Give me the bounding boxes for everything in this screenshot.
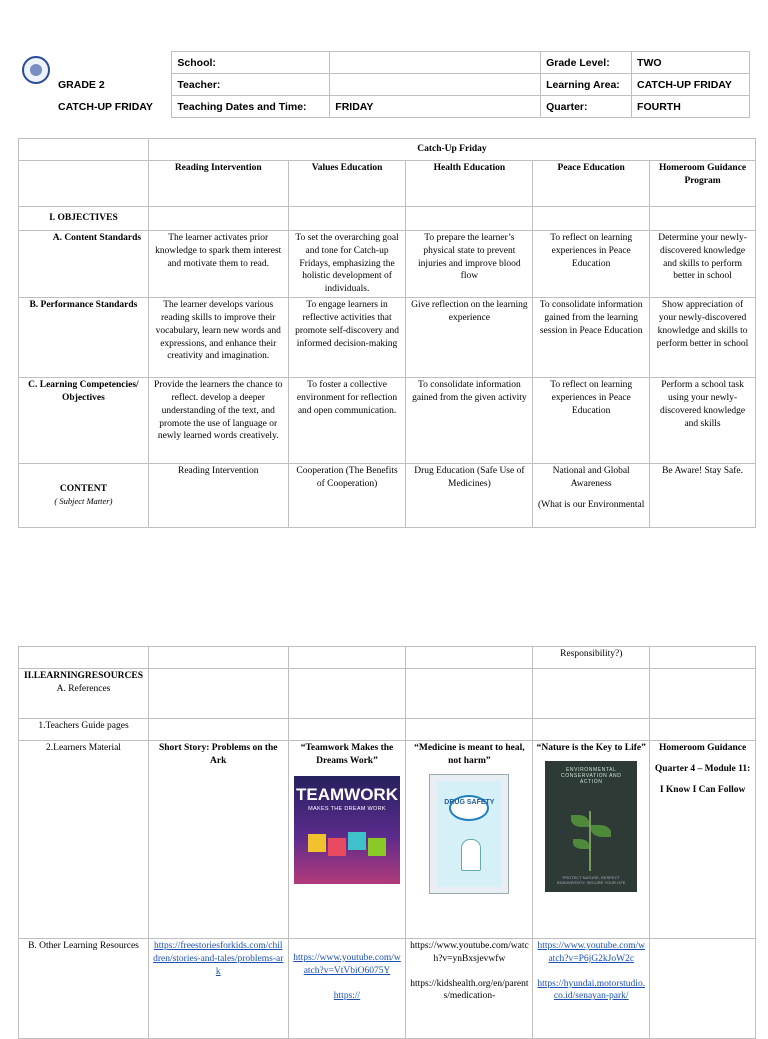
lc-values: To foster a collective environment for reflection and open communication. [288,378,406,464]
leaf-icon [591,825,611,837]
drug-safety-image [429,774,509,894]
lm-peace-cell [533,741,650,939]
content-peace-extra: (What is our Environmental [538,499,645,510]
ps-homeroom: Show appreciation of your newly-discovered knowledge and skills to perform better in school [650,298,756,378]
homeroom-title: I Know I Can Follow [659,784,746,795]
competencies-label: C. Learning Competencies/ Objectives [19,378,149,464]
grade-level-label: Grade Level: [541,52,632,74]
content-peace-cell [533,464,650,528]
school-value [330,52,541,74]
quarter-label: Quarter: [541,96,632,118]
ps-values: To engage learners in reflective activities that promote self-discovery and informed decision-making [288,298,406,378]
references-label: A. References [56,683,111,694]
content-peace: National and Global Awareness [552,466,630,489]
link-reading[interactable]: https://freestoriesforkids.com/children/stories-and-tales/problems-ark [153,941,284,977]
col-homeroom: Homeroom Guidance Program [650,161,756,207]
learners-material-label: 2.Learners Material [19,741,149,939]
teamwork-image [294,776,400,884]
lm-peace: “Nature is the Key to Life” [536,743,646,753]
content-label-cell [19,464,149,528]
link-values[interactable]: https://www.youtube.com/watch?v=VtVbiO6075Y [293,953,401,976]
content-values: Cooperation (The Benefits of Cooperation) [288,464,406,528]
content-homeroom: Be Aware! Stay Safe. [650,464,756,528]
cs-homeroom: Determine your newly-discovered knowledge and skills to perform better in school [650,231,756,298]
learning-area-value: CATCH-UP FRIDAY [632,74,750,96]
cs-values: To set the overarching goal and tone for Catch-up Fridays, emphasizing the holistic development of individuals. [288,231,406,298]
content-reading: Reading Intervention [148,464,288,528]
puzzle-icon [308,834,326,852]
lm-health: “Medicine is meant to heal, not harm” [414,743,525,766]
teamwork-image-sub: MAKES THE DREAM WORK [308,805,386,812]
link-health[interactable]: https://www.youtube.com/watch?v=ynBxsjevwfw [410,941,529,964]
dates-value: FRIDAY [330,96,541,118]
resources-label: II.LEARNINGRESOURCES [23,671,143,681]
grade-level-value: TWO [632,52,750,74]
content-health: Drug Education (Safe Use of Medicines) [406,464,533,528]
lc-peace: To reflect on learning experiences in Peace Education [533,378,650,464]
lc-homeroom: Perform a school task using your newly-discovered knowledge and skills [650,378,756,464]
performance-standards-label: B. Performance Standards [19,298,149,378]
grade-title: GRADE 2 [58,78,105,91]
lm-reading: Short Story: Problems on the Ark [148,741,288,939]
content-sublabel: ( Subject Matter) [54,496,113,507]
dates-label: Teaching Dates and Time: [172,96,330,118]
link-peace[interactable]: https://www.youtube.com/watch?v=P6jG2kJoW2c [537,941,646,964]
puzzle-icon [328,838,346,856]
link-values-2[interactable]: https:// [333,990,361,1001]
col-reading: Reading Intervention [148,161,288,207]
col-peace: Peace Education [533,161,650,207]
col-health: Health Education [406,161,533,207]
leaf-icon [571,815,589,827]
content-standards-label: A. Content Standards [19,231,149,298]
doctor-icon [461,839,481,871]
drug-image-title: DRUG SAFETY [444,798,495,806]
lm-health-cell [406,741,533,939]
school-label: School: [172,52,330,74]
teacher-label: Teacher: [172,74,330,96]
catchup-span-header: Catch-Up Friday [148,139,755,161]
lc-health: To consolidate information gained from the given activity [406,378,533,464]
lm-homeroom: Homeroom Guidance [659,743,747,753]
puzzle-icon [348,832,366,850]
lesson-plan-table-2 [18,646,756,1039]
puzzle-icon [368,838,386,856]
peace-continued: Responsibility?) [533,647,650,669]
teamwork-image-title: TEAMWORK [296,784,398,804]
cs-peace: To reflect on learning experiences in Peace Education [533,231,650,298]
lm-values: “Teamwork Makes the Dreams Work” [300,743,394,766]
cs-health: To prepare the learner’s physical state to prevent injuries and improve blood flow [406,231,533,298]
link-health-2[interactable]: https://kidshealth.org/en/parents/medication- [410,978,529,1002]
nature-image [545,761,637,892]
homeroom-module: Quarter 4 – Module 11: [654,763,751,774]
quarter-value: FOURTH [632,96,750,118]
lm-homeroom-cell [650,741,756,939]
link-peace-2[interactable]: https://hyundai.motorstudio.co.id/senayan-park/ [537,978,646,1002]
lesson-plan-table-1 [18,138,756,528]
col-values: Values Education [288,161,406,207]
ps-reading: The learner develops various reading skills to improve their vocabulary, learn new words and expressions, and enhance their creativity and imagination. [148,298,288,378]
teacher-value [330,74,541,96]
objectives-label: I. OBJECTIVES [19,207,149,231]
lm-values-cell [288,741,406,939]
ps-peace: To consolidate information gained from the learning session in Peace Education [533,298,650,378]
nature-image-title: ENVIRONMENTAL CONSERVATION AND ACTION [561,766,622,786]
other-resources-label: B. Other Learning Resources [19,939,149,1039]
program-title: CATCH-UP FRIDAY [58,100,153,113]
teachers-guide-label: 1.Teachers Guide pages [19,719,149,741]
ps-health: Give reflection on the learning experience [406,298,533,378]
nature-image-sub: PROTECT NATURE, RESPECT BIODIVERSITY, SECURE YOUR LIFE [556,875,626,886]
content-label: CONTENT [59,484,107,495]
leaf-icon [573,839,589,849]
learning-area-label: Learning Area: [541,74,632,96]
header-table [18,51,750,118]
cs-reading: The learner activates prior knowledge to spark them interest and motivate them to read. [148,231,288,298]
lc-reading: Provide the learners the chance to reflect. develop a deeper understanding of the text, and promote the use of language or newly learned words creatively. [148,378,288,464]
resources-label-cell [19,669,149,719]
